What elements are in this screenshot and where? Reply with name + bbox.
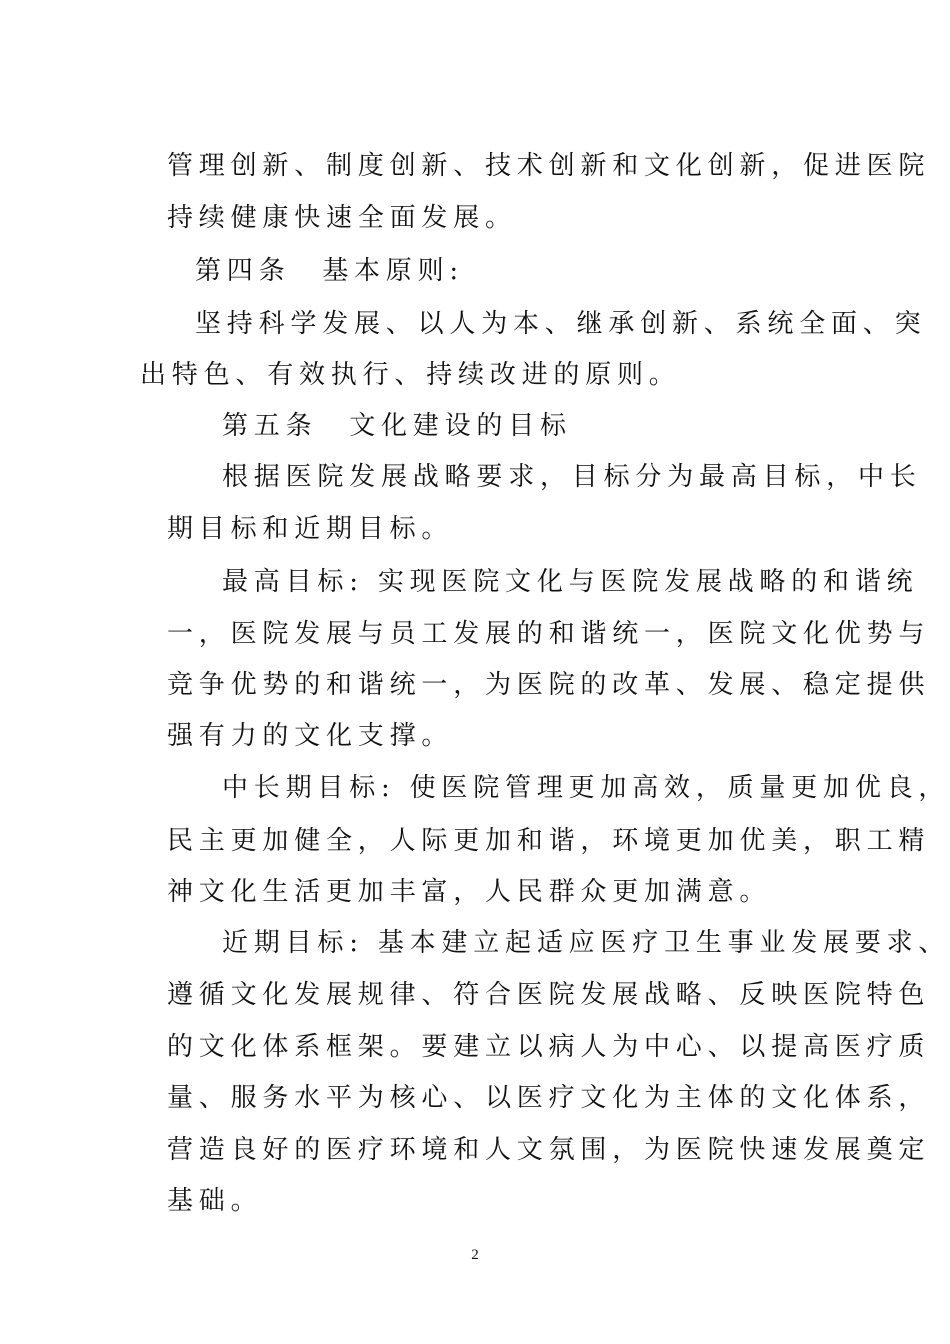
text-line: 基础。 (167, 1186, 263, 1216)
text-line: 坚持科学发展、以人为本、继承创新、系统全面、突 (195, 309, 927, 339)
article-heading: 第五条 文化建设的目标 (222, 411, 572, 441)
text-line: 一，医院发展与员工发展的和谐统一，医院文化优势与 (167, 619, 931, 649)
text-line: 竞争优势的和谐统一，为医院的改革、发展、稳定提供 (167, 670, 931, 700)
page-number: 2 (471, 1247, 479, 1263)
text-line: 出特色、有效执行、持续改进的原则。 (140, 360, 681, 390)
text-line: 管理创新、制度创新、技术创新和文化创新，促进医院 (167, 151, 931, 181)
text-line: 强有力的文化支撑。 (167, 721, 454, 751)
text-line: 营造良好的医疗环境和人文氛围，为医院快速发展奠定 (167, 1135, 931, 1165)
text-line: 的文化体系框架。要建立以病人为中心、以提高医疗质 (167, 1032, 931, 1062)
text-line: 近期目标: 基本建立起适应医疗卫生事业发展要求、 (222, 928, 950, 958)
text-line: 持续健康快速全面发展。 (167, 203, 517, 233)
text-line: 遵循文化发展规律、符合医院发展战略、反映医院特色 (167, 980, 931, 1010)
text-line: 最高目标: 实现医院文化与医院发展战略的和谐统 (222, 567, 919, 597)
text-line: 神文化生活更加丰富，人民群众更加满意。 (167, 877, 772, 907)
text-line: 中长期目标: 使医院管理更加高效，质量更加优良， (222, 773, 950, 803)
text-line: 期目标和近期目标。 (167, 514, 454, 544)
text-line: 量、服务水平为核心、以医疗文化为主体的文化体系， (167, 1083, 931, 1113)
text-line: 根据医院发展战略要求，目标分为最高目标，中长 (222, 462, 922, 492)
article-heading: 第四条 基本原则: (195, 256, 464, 286)
text-line: 民主更加健全，人际更加和谐，环境更加优美，职工精 (167, 826, 931, 856)
